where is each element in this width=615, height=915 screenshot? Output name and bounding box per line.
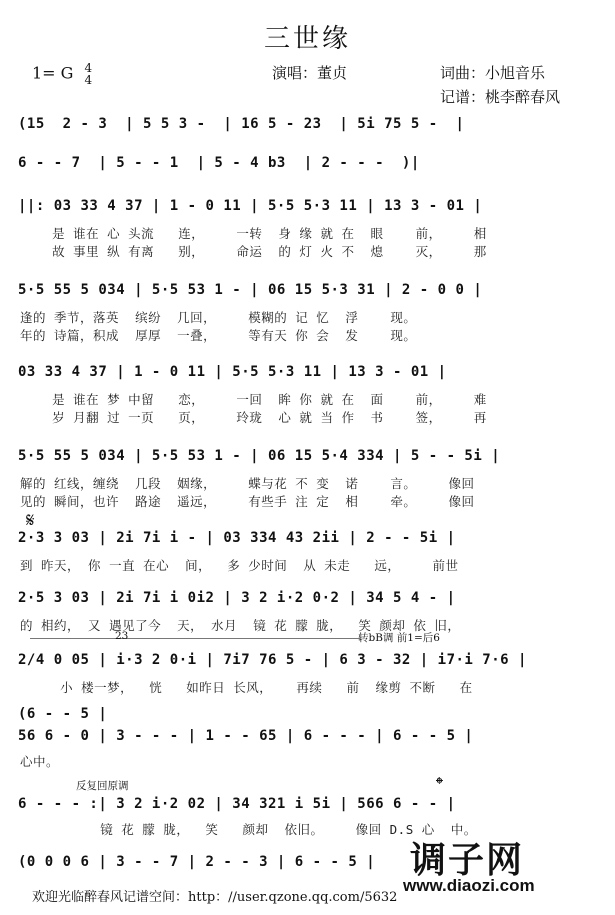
notation-line-2: 6 - - 7 | 5 - - 1 | 5 - 4 b3 | 2 - - - )| xyxy=(18,155,420,171)
notation-line-8: 2·5 3 03 | 2i 7i i 0i2 | 3 2 i·2 0·2 | 34 5 4 - | xyxy=(18,590,456,606)
modulation-note: 转bB调 前1=后6 xyxy=(358,632,440,644)
time-sig-bottom: 4 xyxy=(84,73,93,87)
notation-line-6: 5·5 55 5 034 | 5·5 53 1 - | 06 15 5·4 334 | 5 - - 5i | xyxy=(18,448,501,464)
notation-line-9: 2/4 0 05 | i·3 2 0·i | 7i7 76 5 - | 6 3 - 32 | i7·i 7·6 | xyxy=(18,652,527,668)
transcriber-credit: 记谱：桃李醉春风 xyxy=(440,88,561,106)
singer-credit: 演唱：董贞 xyxy=(272,64,348,82)
watermark-logo xyxy=(395,832,575,895)
notation-line-1: (15 2 - 3 | 5 5 3 - | 16 5 - 23 | 5i 75 5 - | xyxy=(18,116,465,132)
key-signature xyxy=(32,62,92,86)
lyric-line-3: 逢的 季节，落英 缤纷 几回， 模糊的 记 忆 浮 现。 xyxy=(20,310,417,325)
time-signature xyxy=(85,62,93,86)
volta-bracket xyxy=(30,638,360,639)
lyric-line-4: 年的 诗篇，积成 厚厚 一叠， 等有天 你 会 发 现。 xyxy=(20,328,417,343)
song-title: 三世缘 xyxy=(263,24,351,54)
coda-sign: 𝄌 xyxy=(436,772,443,796)
key-label: 1= G xyxy=(32,63,74,83)
notation-line-12: 6 - - - :| 3 2 i·2 02 | 34 321 i 5i | 566 6 - - | xyxy=(18,796,456,812)
lyric-line-7: 解的 红线，缠绕 几段 姻缘， 蝶与花 不 变 诺 言。 像回 xyxy=(20,476,475,491)
notation-line-4: 5·5 55 5 034 | 5·5 53 1 - | 06 15 5·3 31 | 2 - 0 0 | xyxy=(18,282,483,298)
lyric-line-1: 是 谁在 心 头流 连， 一转 身 缘 就 在 眼 前， 相 xyxy=(20,226,487,241)
notation-line-7: 2·3 3 03 | 2i 7i i - | 03 334 43 2ii | 2 - - 5i | xyxy=(18,530,456,546)
time-sig-top: 4 xyxy=(84,61,93,75)
lyricist-credit: 词曲：小旭音乐 xyxy=(440,64,546,82)
footer-text: 欢迎光临醉春风记谱空间：http：//user.qzone.qq.com/5632 xyxy=(32,890,398,905)
notation-line-10: (6 - - 5 | xyxy=(18,706,108,722)
lyric-line-5: 是 谁在 梦 中留 恋， 一回 眸 你 就 在 面 前， 难 xyxy=(20,392,487,407)
bar-23-label: 23 xyxy=(115,630,129,642)
watermark-url: www.diaozi.com xyxy=(403,876,535,895)
lyric-line-11: 小 楼一梦， 恍 如昨日 长风， 再续 前 缘剪 不断 在 xyxy=(20,680,473,695)
lyric-line-6: 岁 月翻 过 一页 页， 玲珑 心 就 当 作 书 签， 再 xyxy=(20,410,487,425)
repeat-mark: 反复回原调 xyxy=(76,780,129,792)
watermark-cn: 调子网 xyxy=(410,840,525,881)
notation-line-11: 56 6 - 0 | 3 - - - | 1 - - 65 | 6 - - - | 6 - - 5 | xyxy=(18,728,474,744)
lyric-line-8: 见的 瞬间，也许 路途 遥远， 有些手 注 定 相 牵。 像回 xyxy=(20,494,475,509)
lyric-line-13: 镜 花 朦 胧， 笑 颜却 依旧。 像回 D.S 心 中。 xyxy=(20,822,477,837)
notation-line-3: ||: 03 33 4 37 | 1 - 0 11 | 5·5 5·3 11 | 13 3 - 01 | xyxy=(18,198,483,214)
lyric-line-9: 到 昨天， 你 一直 在心 间， 多 少时间 从 未走 远， 前世 xyxy=(20,558,459,573)
notation-line-5: 03 33 4 37 | 1 - 0 11 | 5·5 5·3 11 | 13 3 - 01 | xyxy=(18,364,447,380)
lyric-line-2: 故 事里 纵 有离 别， 命运 的 灯 火 不 熄 灭， 那 xyxy=(20,244,487,259)
notation-line-13: (0 0 0 6 | 3 - - 7 | 2 - - 3 | 6 - - 5 | xyxy=(18,854,376,870)
lyric-line-10: 的 相约， 又 遇见了今 天， 水月 镜 花 朦 胧， 笑 颜却 依 旧， xyxy=(20,618,461,633)
lyric-line-12: 心中。 xyxy=(20,754,60,769)
segno-sign: 𝄋 xyxy=(26,508,35,532)
